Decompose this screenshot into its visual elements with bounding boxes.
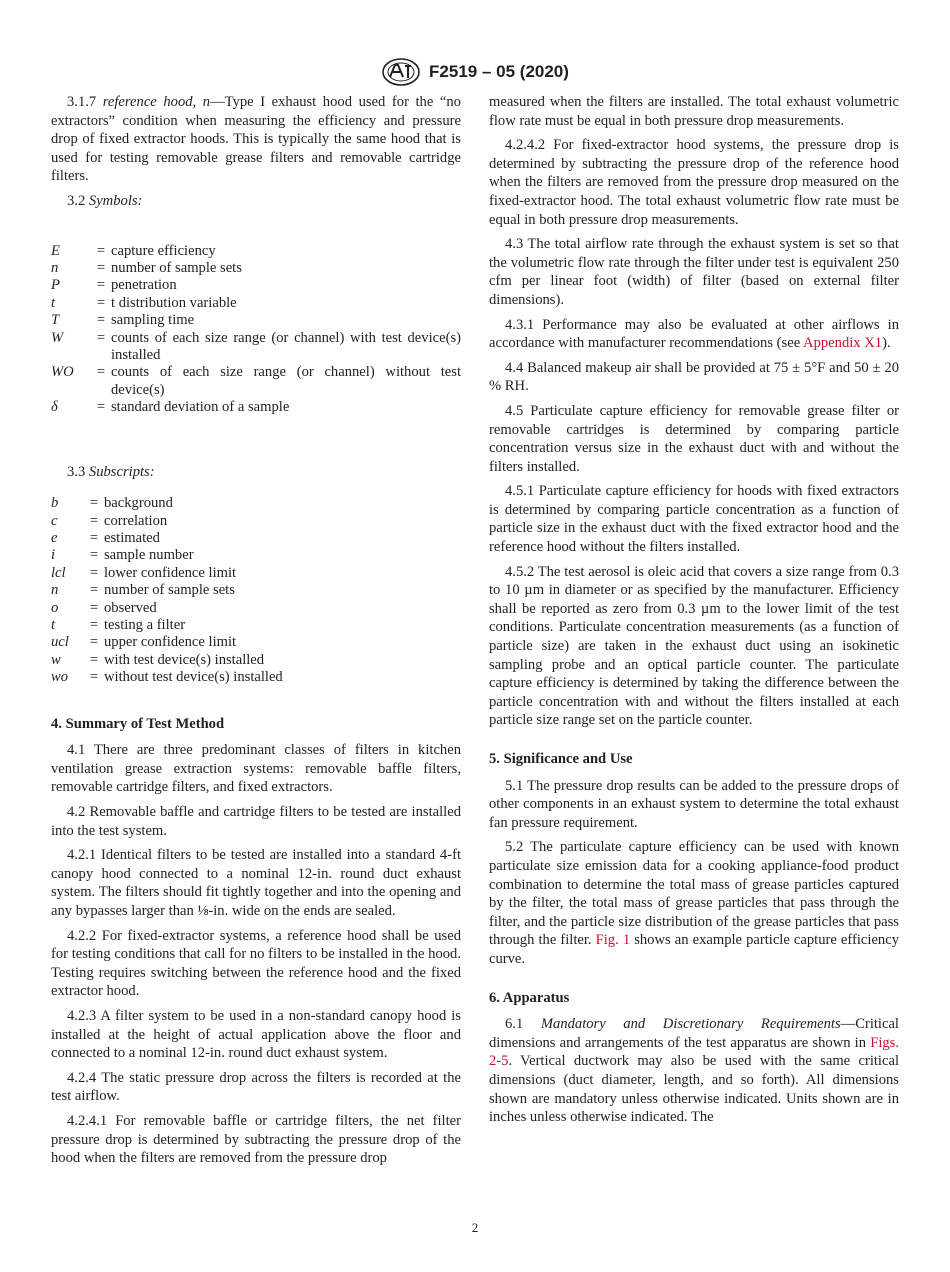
symbol: wo (51, 669, 69, 686)
equals-sign: = (89, 634, 99, 651)
subscript-row (51, 495, 461, 512)
equals-sign: = (96, 399, 106, 416)
subscript-row (51, 565, 461, 582)
paragraph-4-2-1: 4.2.1 Identical filters to be tested are installed into a standard 4-ft canopy hood connected to a nominal 12-in. round duct exhaust system. The filters should fit tightly together and into the opening and any bypasses larger than ⅛-in. wide on the ends are sealed. (51, 847, 461, 920)
definition: lower confidence limit (104, 564, 237, 581)
subscripts-table (51, 495, 461, 686)
paragraph-4-3-1: 4.3.1 Performance may also be evaluated at other airflows in accordance with manufacturer recommendations (see Appendix X1). (489, 316, 899, 352)
definition: counts of each size range (or channel) without test device(s) (111, 364, 461, 398)
appendix-x1-link[interactable]: Appendix X1 (803, 335, 883, 352)
subscript-row (51, 634, 461, 651)
paragraph-4-2-3: 4.2.3 A filter system to be used in a non-standard canopy hood is installed at the height of actual application above the floor and connected to a nominal 12-in. round duct exhaust system. (51, 1008, 461, 1062)
paragraph-4-4: 4.4 Balanced makeup air shall be provided at 75 ± 5°F and 50 ± 20 % RH. (489, 359, 899, 395)
paragraph-3-1-7: 3.1.7 reference hood, n—Type I exhaust hood used for the “no extractors” condition when measuring the efficiency and pressure drop of fixed extractor hoods. This is typically the same hood that is used for testing removable grease filters and removable cartridge filters. (51, 94, 461, 185)
symbol: lcl (51, 564, 66, 581)
symbol: E (51, 242, 60, 259)
definition: sampling time (111, 312, 195, 329)
symbol: WO (51, 364, 74, 381)
section-3-2-heading: 3.2 Symbols: (67, 192, 143, 209)
symbol: t (51, 294, 56, 311)
paragraph-4-5: 4.5 Particulate capture efficiency for removable grease filter or removable cartridges is determined by comparing particle concentration versus size in the exhaust duct with and without the filters installed. (489, 402, 899, 475)
paragraph-4-1: 4.1 There are three predominant classes of filters in kitchen ventilation grease extraction systems: removable baffle filters, removable cartridge filters, and fixed extractors. (51, 742, 461, 796)
symbol: n (51, 259, 59, 276)
equals-sign: = (96, 312, 106, 329)
section-6-heading: 6. Apparatus (489, 989, 570, 1006)
paragraph-5-1: 5.1 The pressure drop results can be added to the pressure drops of other components in an exhaust system to determine the total exhaust fan pressure requirement. (489, 777, 899, 831)
definition: testing a filter (104, 617, 186, 634)
definition: standard deviation of a sample (111, 399, 290, 416)
symbol: P (51, 277, 60, 294)
paragraph-4-2: 4.2 Removable baffle and cartridge filters to be tested are installed into the test system. (51, 804, 461, 839)
symbol: T (51, 312, 60, 329)
definition: correlation (104, 512, 168, 529)
equals-sign: = (89, 617, 99, 634)
symbol: o (51, 599, 59, 616)
paragraph-5-2: 5.2 The particulate capture efficiency can be used with known particulate size emission data for a cooking appliance-food product combination to determine the total mass of grease particles captured by the filter, the total mass of grease particles that pass through the filter, and the particle size distribution of the grease particles that pass through the filter. Fig. 1 shows an example particle capture efficiency curve. (489, 839, 899, 967)
symbol: w (51, 651, 61, 668)
section-3-3-heading: 3.3 Subscripts: (67, 463, 155, 480)
left-column (51, 93, 461, 1168)
paragraph-4-2-2: 4.2.2 For fixed-extractor systems, a reference hood shall be used for testing conditions that call for no filters to be installed in the hood. Testing requires switching between the reference hood and the fixed extractor hood. (51, 927, 461, 1000)
symbol: b (51, 495, 59, 512)
definition: number of sample sets (104, 582, 235, 599)
definition: capture efficiency (111, 242, 216, 259)
figs-2-5-link[interactable]: Figs. 2-5 (489, 1034, 899, 1070)
paragraph-4-5-2: 4.5.2 The test aerosol is oleic acid that covers a size range from 0.3 to 10 µm in diameter or as specified by the manufacturer. Efficiency shall be reported as zero from 0.3 µm to the lower limit of the test conditions. Particulate concentration measurements (as a function of particle size) are taken in the exhaust duct using an isokinetic sampling probe and an optical particle counter. The particulate capture efficiency is determined by taking the difference between the particle concentration with and without the filters installed at each particle size range set on the particle counter. (489, 563, 899, 729)
equals-sign: = (89, 599, 99, 616)
equals-sign: = (89, 547, 99, 564)
definition: t distribution variable (111, 294, 237, 311)
paragraph-4-2-4: 4.2.4 The static pressure drop across the filters is recorded at the test airflow. (51, 1069, 461, 1105)
subscript-row (51, 617, 461, 634)
symbol-row (51, 399, 461, 416)
symbol-row (51, 364, 461, 399)
symbol-row (51, 277, 461, 294)
paragraph-4-2-4-1-continued: measured when the filters are installed. The total exhaust volumetric flow rate must be equal in both pressure drop measurements. (489, 94, 899, 129)
subscript-row (51, 652, 461, 669)
symbol: c (51, 512, 58, 529)
equals-sign: = (96, 242, 106, 259)
symbol: e (51, 530, 58, 547)
symbol: δ (51, 399, 58, 416)
symbols-table (51, 243, 461, 417)
section-4-heading: 4. Summary of Test Method (51, 715, 225, 732)
equals-sign: = (96, 329, 106, 346)
subscript-row (51, 600, 461, 617)
definition: with test device(s) installed (104, 651, 265, 668)
symbol: i (51, 547, 56, 564)
astm-logo-icon (381, 57, 421, 87)
symbol-row (51, 243, 461, 260)
symbol: ucl (51, 634, 69, 651)
equals-sign: = (89, 512, 99, 529)
equals-sign: = (89, 564, 99, 581)
symbol-row (51, 295, 461, 312)
equals-sign: = (89, 651, 99, 668)
page-number: 2 (471, 1220, 479, 1235)
definition: penetration (111, 277, 177, 294)
equals-sign: = (96, 277, 106, 294)
symbol: t (51, 617, 56, 634)
equals-sign: = (89, 582, 99, 599)
definition: number of sample sets (111, 259, 242, 276)
definition: background (104, 495, 173, 512)
symbol-row (51, 312, 461, 329)
paragraph-4-5-1: 4.5.1 Particulate capture efficiency for hoods with fixed extractors is determined by comparing particle concentration as a function of particle size in the exhaust duct with the fixed extractor hood and the reference hood without the filters installed. (489, 483, 899, 556)
definition: upper confidence limit (104, 634, 237, 651)
definition: estimated (104, 530, 160, 547)
paragraph-4-3: 4.3 The total airflow rate through the exhaust system is set so that the volumetric flow rate through the filter under test is equivalent 250 cfm per linear foot (width) of filter (based on external filter dimensions). (489, 236, 899, 308)
equals-sign: = (89, 495, 99, 512)
subscript-row (51, 513, 461, 530)
paragraph-4-2-4-2: 4.2.4.2 For fixed-extractor hood systems, the pressure drop is determined by subtracting the pressure drop of the reference hood when the filters are removed from the pressure drop measured on the fixed-extractor hood. The total exhaust volumetric flow rate must be equal in both pressure drop measurements. (489, 137, 899, 228)
symbol: n (51, 582, 59, 599)
paragraph-4-2-4-1: 4.2.4.1 For removable baffle or cartridge filters, the net filter pressure drop is determined by subtracting the pressure drop of the hood when the filters are removed from the pressure drop (51, 1112, 461, 1167)
subscript-row (51, 530, 461, 547)
definition: observed (104, 599, 157, 616)
paragraph-6-1: 6.1 Mandatory and Discretionary Requirements—Critical dimensions and arrangements of the test apparatus are shown in Figs. 2-5. Vertical ductwork may also be used with the same critical dimensions (duct diameter, length, and so forth). All dimensions shown are mandatory unless otherwise indicated. Units shown are in inches unless otherwise indicated. The (489, 1016, 899, 1126)
document-id: F2519 – 05 (2020) (429, 62, 569, 81)
equals-sign: = (89, 669, 99, 686)
symbol-row (51, 260, 461, 277)
subscript-row (51, 582, 461, 599)
equals-sign: = (89, 530, 99, 547)
equals-sign: = (96, 364, 106, 381)
definition: without test device(s) installed (104, 669, 283, 686)
section-5-heading: 5. Significance and Use (489, 751, 633, 767)
right-column (489, 93, 899, 1127)
symbol-row (51, 330, 461, 365)
equals-sign: = (96, 259, 106, 276)
page-header (0, 57, 950, 87)
subscript-row (51, 547, 461, 564)
definition: counts of each size range (or channel) with test device(s) installed (111, 329, 461, 363)
symbol: W (51, 329, 64, 346)
definition: sample number (104, 547, 194, 564)
fig-1-link[interactable]: Fig. 1 (595, 932, 631, 949)
subscript-row (51, 669, 461, 686)
equals-sign: = (96, 294, 106, 311)
